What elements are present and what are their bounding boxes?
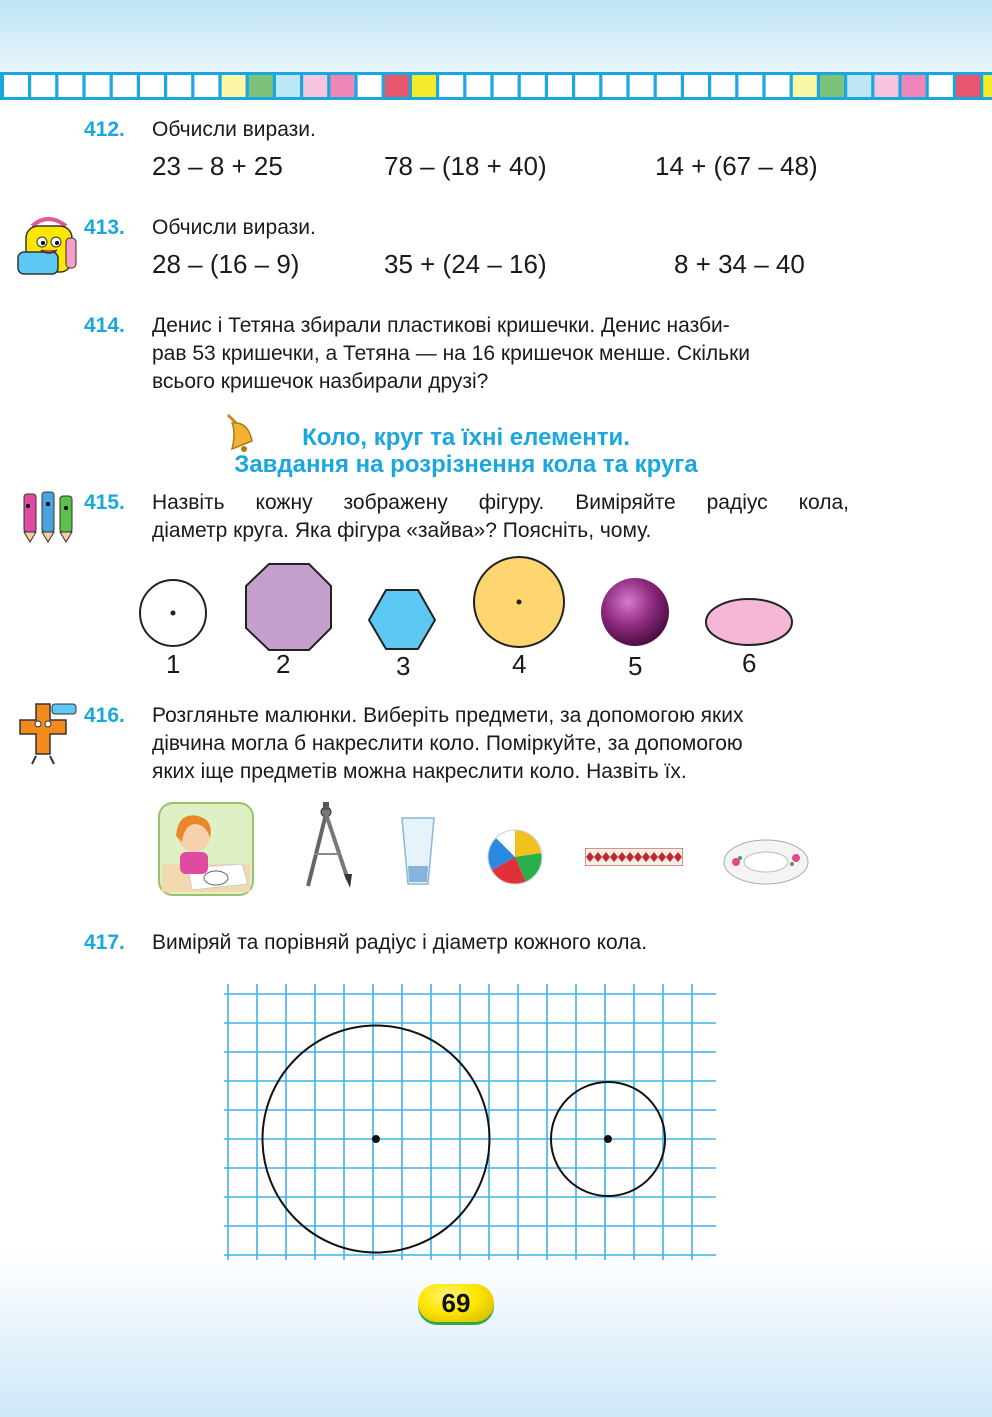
backpack-icon [14, 212, 82, 278]
strip-cell [548, 75, 572, 97]
figure-4-circle-filled [474, 557, 564, 647]
task-414-number: 414. [84, 314, 125, 337]
strip-cell [113, 75, 137, 97]
strip-cell [793, 75, 817, 97]
plus-mascot-icon [16, 700, 82, 766]
strip-cell [358, 75, 382, 97]
figure-label-6: 6 [742, 648, 757, 678]
strip-cell [820, 75, 844, 97]
saucer-picture [722, 834, 810, 886]
strip-cell [194, 75, 218, 97]
strip-cell [956, 75, 980, 97]
task-417-text: Виміряй та порівняй радіус і діаметр кожного кола. [152, 931, 648, 954]
strip-cell [575, 75, 599, 97]
strip-cell [330, 75, 354, 97]
task-412-expression-1: 23 – 8 + 25 [152, 151, 283, 181]
task-414-line-1: Денис і Тетяна збирали пластикові кришечки. Денис назби- [152, 314, 730, 337]
task-416-line-1: Розгляньте малюнки. Виберіть предмети, за допомогою яких [152, 704, 744, 727]
section-title-line-1: Коло, круг та їхні елементи. [302, 424, 630, 451]
figure-label-5: 5 [628, 651, 643, 681]
embroidered-ribbon-picture [585, 848, 683, 866]
page-number: 69 [418, 1284, 494, 1322]
figure-label-2: 2 [276, 649, 291, 679]
girl-drawing-picture [158, 802, 254, 896]
task-417-number: 417. [84, 931, 125, 954]
strip-cell [276, 75, 300, 97]
figure-3-hexagon [369, 590, 435, 649]
task-414-line-3: всього кришечок назбирали друзі? [152, 370, 489, 393]
strip-cell [847, 75, 871, 97]
strip-cell [86, 75, 110, 97]
strip-cell [222, 75, 246, 97]
ball-picture [486, 828, 544, 886]
task-412-number: 412. [84, 118, 125, 141]
task-416-line-2: дівчина могла б накреслити коло. Поміркуйте, за допомогою [152, 732, 743, 755]
task-416-number: 416. [84, 704, 125, 727]
strip-cell [929, 75, 953, 97]
strip-cell [630, 75, 654, 97]
task-415-line-1: Назвіть кожну зображену фігуру. Виміряйте радіус кола, [152, 491, 849, 514]
figure-1-circle [140, 580, 206, 646]
pencils-icon [18, 488, 80, 544]
task-413-expression-3: 8 + 34 – 40 [674, 249, 805, 279]
figure-label-1: 1 [166, 649, 181, 679]
strip-cell [902, 75, 926, 97]
figure-5-sphere [601, 578, 669, 646]
shapes-row [130, 550, 810, 660]
strip-cell [249, 75, 273, 97]
compass-picture [298, 802, 358, 892]
strip-cell [140, 75, 164, 97]
task-413-number: 413. [84, 216, 125, 239]
section-title-line-2: Завдання на розрізнення кола та круга [234, 451, 698, 478]
strip-cell [412, 75, 436, 97]
strip-cell [521, 75, 545, 97]
strip-cell [58, 75, 82, 97]
task-412-expression-2: 78 – (18 + 40) [384, 151, 547, 181]
task-413-expression-1: 28 – (16 – 9) [152, 249, 300, 279]
figure-2-octagon [246, 564, 331, 650]
strip-cell [657, 75, 681, 97]
strip-cell [31, 75, 55, 97]
strip-cell [684, 75, 708, 97]
task-415-line-2: діаметр круга. Яка фігура «зайва»? Поясніть, чому. [152, 519, 652, 542]
task-412-expression-3: 14 + (67 – 48) [655, 151, 818, 181]
strip-cell [766, 75, 790, 97]
figure-label-3: 3 [396, 651, 411, 681]
strip-cell [439, 75, 463, 97]
task-412-text: Обчисли вирази. [152, 118, 316, 141]
task-416-line-3: яких іще предметів можна накреслити коло. Назвіть їх. [152, 760, 687, 783]
strip-cell [602, 75, 626, 97]
grid-with-circles [222, 982, 718, 1262]
strip-cell [494, 75, 518, 97]
task-414-line-2: рав 53 кришечки, а Тетяна — на 16 кришечок менше. Скільки [152, 342, 750, 365]
task-415-number: 415. [84, 491, 125, 514]
strip-cell [983, 75, 992, 97]
strip-cell [466, 75, 490, 97]
strip-cell [4, 75, 28, 97]
strip-cell [711, 75, 735, 97]
strip-cell [303, 75, 327, 97]
figure-6-ellipse [706, 599, 792, 645]
task-413-text: Обчисли вирази. [152, 216, 316, 239]
strip-cell [167, 75, 191, 97]
strip-cell [385, 75, 409, 97]
strip-cell [738, 75, 762, 97]
strip-cell [874, 75, 898, 97]
figure-label-4: 4 [512, 649, 527, 679]
top-decorative-strip [0, 72, 992, 100]
task-413-expression-2: 35 + (24 – 16) [384, 249, 547, 279]
glass-picture [400, 816, 436, 886]
